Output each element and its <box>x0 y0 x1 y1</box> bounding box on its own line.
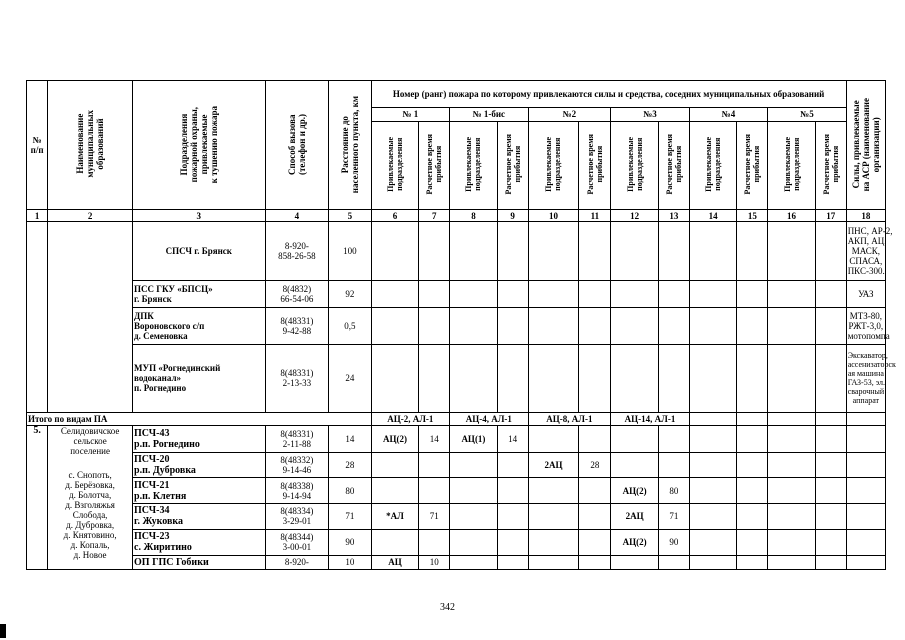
sub-time-label: Расчетное время прибытия <box>425 134 444 196</box>
totals-label: Итого по видам ПА <box>27 412 372 425</box>
header-group-title: Номер (ранг) пожара по которому привлекаются силы и средства, соседних муниципальных образований <box>371 81 846 108</box>
time-value: 71 <box>419 504 450 530</box>
unit-cell <box>133 504 266 530</box>
unit-name: ПСЧ-21 <box>134 479 170 491</box>
header-distance-cell <box>329 81 371 210</box>
unit-cell <box>133 529 266 555</box>
col-number: 14 <box>689 210 737 221</box>
empty-cell <box>27 221 48 412</box>
distance-value: 90 <box>329 529 371 555</box>
col-number: 18 <box>846 210 885 221</box>
distance-value: 80 <box>329 478 371 504</box>
header-municipality: Наименование муниципальных образований <box>75 110 106 179</box>
table-row <box>27 308 886 345</box>
sub-time-cell <box>419 122 450 210</box>
phone-number: 8(4832) 66-54-06 <box>265 281 329 308</box>
unit-name: ОП ГПС Гобики <box>134 556 209 568</box>
time-value <box>497 555 528 570</box>
sub-time-label: Расчетное время прибытия <box>743 134 762 196</box>
totals-row <box>27 412 886 425</box>
time-value <box>579 478 611 504</box>
time-value <box>419 452 450 478</box>
rank-value: 2АЦ <box>528 452 579 478</box>
sub-units-cell <box>528 122 579 210</box>
rank-value <box>528 529 579 555</box>
time-value <box>579 555 611 570</box>
municipality-name: Селидовичское сельское поселение <box>60 426 120 457</box>
time-value <box>658 426 689 453</box>
distance-value: 71 <box>329 504 371 530</box>
rank-value <box>371 478 419 504</box>
time-value <box>658 555 689 570</box>
table-row <box>27 529 886 555</box>
rank-value <box>611 555 659 570</box>
time-value <box>579 504 611 530</box>
col-number: 5 <box>329 210 371 221</box>
time-value: 71 <box>658 504 689 530</box>
unit-name: ПСЧ-23 <box>134 531 170 543</box>
sub-units-cell <box>689 122 737 210</box>
col-number: 12 <box>611 210 659 221</box>
time-value <box>497 529 528 555</box>
time-value: 90 <box>658 529 689 555</box>
header-row-1 <box>27 81 886 108</box>
header-call-cell <box>265 81 329 210</box>
col-number: 7 <box>419 210 450 221</box>
sub-units-label: Привлекаемые подразделения <box>704 137 723 193</box>
sub-units-cell <box>768 122 816 210</box>
rank-5: №5 <box>768 107 847 121</box>
sub-units-cell <box>611 122 659 210</box>
sub-time-cell <box>497 122 528 210</box>
distance-value: 28 <box>329 452 371 478</box>
unit-name: ПСС ГКУ «БПСЦ» г. Брянск <box>133 281 266 308</box>
time-value <box>658 452 689 478</box>
unit-name: МУП «Рогнединский водоканал» п. Рогнедино <box>133 344 266 412</box>
sub-time-cell <box>737 122 768 210</box>
rank-value <box>528 478 579 504</box>
rank-value: АЦ(1) <box>450 426 498 453</box>
unit-place: г. Жуковка <box>134 516 183 528</box>
col-number: 3 <box>133 210 266 221</box>
phone-number: 8(48331) 9-42-88 <box>265 308 329 345</box>
col-number: 6 <box>371 210 419 221</box>
unit-place: с. Жиритино <box>134 542 192 554</box>
time-value <box>497 452 528 478</box>
rank-value <box>371 452 419 478</box>
asr-forces: Экскаватор, ассенизаторск ая машина ГАЗ-53, эл. сварочный аппарат <box>846 344 885 412</box>
totals-rank-3: АЦ-14, АЛ-1 <box>611 412 689 425</box>
rank-value <box>528 426 579 453</box>
scan-edge-mark <box>0 624 6 638</box>
distance-value: 14 <box>329 426 371 453</box>
phone-number: 8(48334) 3-29-01 <box>265 504 329 530</box>
rank-value <box>450 529 498 555</box>
totals-rank-1-bis: АЦ-4, АЛ-1 <box>450 412 528 425</box>
totals-rank-2: АЦ-8, АЛ-1 <box>528 412 611 425</box>
rank-value: АЦ(2) <box>371 426 419 453</box>
col-number: 2 <box>48 210 133 221</box>
time-value <box>419 478 450 504</box>
header-call-method: Способ вызова (телефон и др.) <box>286 113 307 175</box>
table-row <box>27 281 886 308</box>
col-number: 4 <box>265 210 329 221</box>
table-row <box>27 221 886 281</box>
sub-units-label: Привлекаемые подразделения <box>782 137 801 193</box>
col-number: 13 <box>658 210 689 221</box>
rank-value: АЦ(2) <box>611 529 659 555</box>
col-number: 17 <box>815 210 846 221</box>
sub-units-cell <box>371 122 419 210</box>
rank-value <box>611 426 659 453</box>
rank-value: 2АЦ <box>611 504 659 530</box>
unit-place: р.п. Рогнедино <box>134 438 200 450</box>
rank-value <box>450 478 498 504</box>
sub-units-cell <box>450 122 498 210</box>
rank-value <box>371 529 419 555</box>
time-value <box>497 478 528 504</box>
rank-value: *АЛ <box>371 504 419 530</box>
unit-place: р.п. Дубровка <box>134 465 196 477</box>
sub-time-label: Расчетное время прибытия <box>585 134 604 196</box>
rank-value <box>450 452 498 478</box>
header-units: Подразделения пожарной охраны, привлекаемые к тушению пожара <box>178 105 219 183</box>
sub-time-cell <box>579 122 611 210</box>
distance-value: 92 <box>329 281 371 308</box>
empty-cell <box>48 221 133 412</box>
unit-cell <box>133 426 266 453</box>
settlements-list: с. Снопоть, д. Берёзовка, д. Болотча, д. Взголяжья Слобода, д. Дубровка, д. Княтовино, д. Копаль, д. Новое <box>63 470 117 561</box>
header-asr-forces: Силы, привлекаемые на АСР (наименование организации) <box>850 97 881 191</box>
sub-time-label: Расчетное время прибытия <box>821 134 840 196</box>
fire-forces-table <box>26 80 896 570</box>
time-value: 10 <box>419 555 450 570</box>
col-number: 1 <box>27 210 48 221</box>
sub-time-label: Расчетное время прибытия <box>503 134 522 196</box>
rank-value <box>528 555 579 570</box>
phone-number: 8-920- <box>265 555 329 570</box>
page-number: 342 <box>440 602 455 613</box>
header-asr-cell <box>846 81 885 210</box>
asr-forces: ПНС, АР-2, АКП, АЦ, МАСК, СПАСА, ПКС-300. <box>846 221 885 281</box>
distance-value: 10 <box>329 555 371 570</box>
time-value: 14 <box>497 426 528 453</box>
col-number: 16 <box>768 210 816 221</box>
rank-value <box>450 504 498 530</box>
phone-number: 8(48331) 2-11-88 <box>265 426 329 453</box>
table-row <box>27 452 886 478</box>
unit-cell <box>133 555 266 570</box>
table-row <box>27 504 886 530</box>
col-number: 8 <box>450 210 498 221</box>
header-units-cell <box>133 81 266 210</box>
unit-cell <box>133 452 266 478</box>
rank-value <box>450 555 498 570</box>
rank-value: АЦ(2) <box>611 478 659 504</box>
distance-value: 0,5 <box>329 308 371 345</box>
sub-units-label: Привлекаемые подразделения <box>385 137 404 193</box>
sub-units-label: Привлекаемые подразделения <box>625 137 644 193</box>
unit-place: р.п. Клетня <box>134 490 187 502</box>
rank-1-bis: № 1-бис <box>450 107 528 121</box>
phone-number: 8(48338) 9-14-94 <box>265 478 329 504</box>
table-row <box>27 344 886 412</box>
col-number: 15 <box>737 210 768 221</box>
municipality-cell <box>48 426 133 570</box>
unit-name: ПСЧ-43 <box>134 427 170 439</box>
asr-forces: УАЗ <box>846 281 885 308</box>
column-numbers-row <box>27 210 886 221</box>
unit-cell <box>133 478 266 504</box>
rank-2: №2 <box>528 107 611 121</box>
header-distance: Расстояние до населенного пункта, км <box>339 95 360 193</box>
time-value <box>419 529 450 555</box>
sub-time-cell <box>815 122 846 210</box>
time-value: 80 <box>658 478 689 504</box>
col-number: 11 <box>579 210 611 221</box>
phone-number: 8(48332) 9-14-46 <box>265 452 329 478</box>
rank-1: № 1 <box>371 107 449 121</box>
totals-rank-1: АЦ-2, АЛ-1 <box>371 412 449 425</box>
time-value: 14 <box>419 426 450 453</box>
time-value <box>579 426 611 453</box>
distance-value: 24 <box>329 344 371 412</box>
unit-name: ДПК Вороновского с/п д. Семеновка <box>133 308 266 345</box>
asr-forces: МТЗ-80, РЖТ-3,0, мотопомпа <box>846 308 885 345</box>
phone-number: 8(48344) 3-00-01 <box>265 529 329 555</box>
header-municipality-cell <box>48 81 133 210</box>
table-row <box>27 478 886 504</box>
table-row <box>27 555 886 570</box>
sub-units-label: Привлекаемые подразделения <box>464 137 483 193</box>
time-value: 28 <box>579 452 611 478</box>
table-row <box>27 426 886 453</box>
rank-value <box>528 504 579 530</box>
row-number: 5. <box>27 426 48 570</box>
unit-name: СПСЧ г. Брянск <box>133 221 266 281</box>
unit-name: ПСЧ-20 <box>134 454 170 466</box>
header-num: № п/п <box>27 81 48 210</box>
rank-4: №4 <box>689 107 767 121</box>
distance-value: 100 <box>329 221 371 281</box>
col-number: 10 <box>528 210 579 221</box>
time-value <box>579 529 611 555</box>
phone-number: 8-920- 858-26-58 <box>265 221 329 281</box>
rank-value: АЦ <box>371 555 419 570</box>
phone-number: 8(48331) 2-13-33 <box>265 344 329 412</box>
unit-name: ПСЧ-34 <box>134 505 170 517</box>
col-number: 9 <box>497 210 528 221</box>
time-value <box>497 504 528 530</box>
rank-3: №3 <box>611 107 689 121</box>
rank-value <box>611 452 659 478</box>
sub-units-label: Привлекаемые подразделения <box>544 137 563 193</box>
sub-time-cell <box>658 122 689 210</box>
sub-time-label: Расчетное время прибытия <box>664 134 683 196</box>
